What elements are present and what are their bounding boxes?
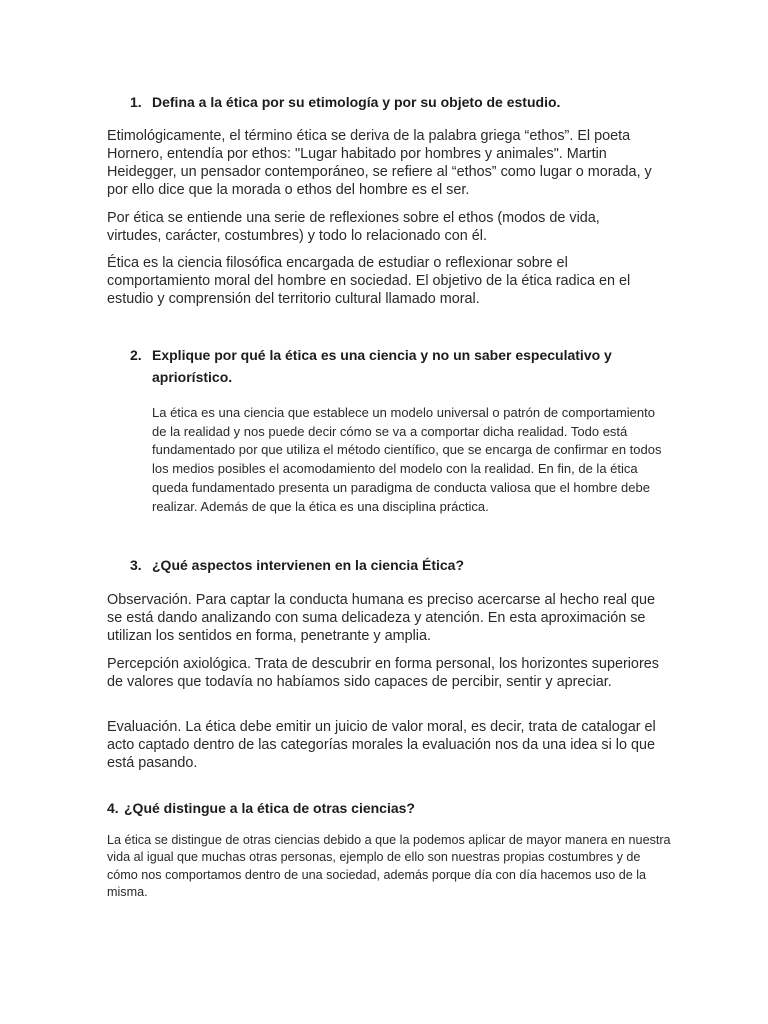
question-1-heading <box>130 91 690 113</box>
answer-1-paragraph-1: Etimológicamente, el término ética se deriva de la palabra griega “ethos”. El poeta Hornero, entendía por ethos: "Lugar habitado por hombres y animales". Martin Heidegger, un pensador contemporáneo, se refiere al “ethos” como lugar o morada, y por ello dice que la morada o ethos del hombre es el ser. <box>107 128 652 198</box>
question-4-heading <box>107 797 662 819</box>
answer-3-percepcion-axiologica: Percepción axiológica. Trata de descubrir en forma personal, los horizontes superiores de valores que todavía no habíamos sido capaces de percibir, sentir y apreciar. <box>107 656 659 690</box>
question-1-number: 1. <box>130 94 142 110</box>
question-4-number: 4. <box>107 800 119 816</box>
question-3-title: ¿Qué aspectos intervienen en la ciencia Ética? <box>152 557 465 573</box>
question-3-heading <box>130 554 660 576</box>
answer-3-evaluacion: Evaluación. La ética debe emitir un juicio de valor moral, es decir, trata de catalogar el acto captado dentro de las categorías morales la evaluación nos da una idea si lo que está pasando. <box>107 719 656 771</box>
answer-1-paragraph-3: Ética es la ciencia filosófica encargada de estudiar o reflexionar sobre el comportamiento moral del hombre en sociedad. El objetivo de la ética radica en el estudio y comprensión del territorio cultural llamado moral. <box>107 255 631 307</box>
question-2-heading <box>130 344 660 388</box>
question-3-number: 3. <box>130 557 142 573</box>
question-1-title: Defina a la ética por su etimología y por su objeto de estudio. <box>152 94 561 110</box>
question-2-title: Explique por qué la ética es una ciencia y no un saber especulativo y apriorístico. <box>152 347 612 385</box>
question-4-title: ¿Qué distingue a la ética de otras ciencias? <box>124 800 415 816</box>
answer-4-paragraph-1: La ética se distingue de otras ciencias debido a que la podemos aplicar de mayor manera en nuestra vida al igual que muchas otras personas, ejemplo de ello son nuestras propias costumbres y de cómo nos comportamos dentro de una sociedad, además porque día con día hacemos uso de la misma. <box>107 833 671 900</box>
question-2-number: 2. <box>130 347 142 363</box>
answer-3-observacion: Observación. Para captar la conducta humana es preciso acercarse al hecho real que se está dando analizando con suma delicadeza y atención. En esta aproximación se utilizan los sentidos en forma, penetrante y amplia. <box>107 592 655 644</box>
answer-1-paragraph-2: Por ética se entiende una serie de reflexiones sobre el ethos (modos de vida, virtudes, carácter, costumbres) y todo lo relacionado con él. <box>107 210 600 244</box>
answer-2-paragraph-1: La ética es una ciencia que establece un modelo universal o patrón de comportamiento de la realidad y nos puede decir cómo se va a comportar dicha realidad. Todo está fundamentado por que utiliza el método científico, que se encarga de confirmar en todos los medios posibles el acomodamiento del modelo con la realidad. En fin, de la ética queda fundamentado presenta un paradigma de conducta valiosa que el hombre debe realizar. Además de que la ética es una disciplina práctica. <box>152 405 662 514</box>
